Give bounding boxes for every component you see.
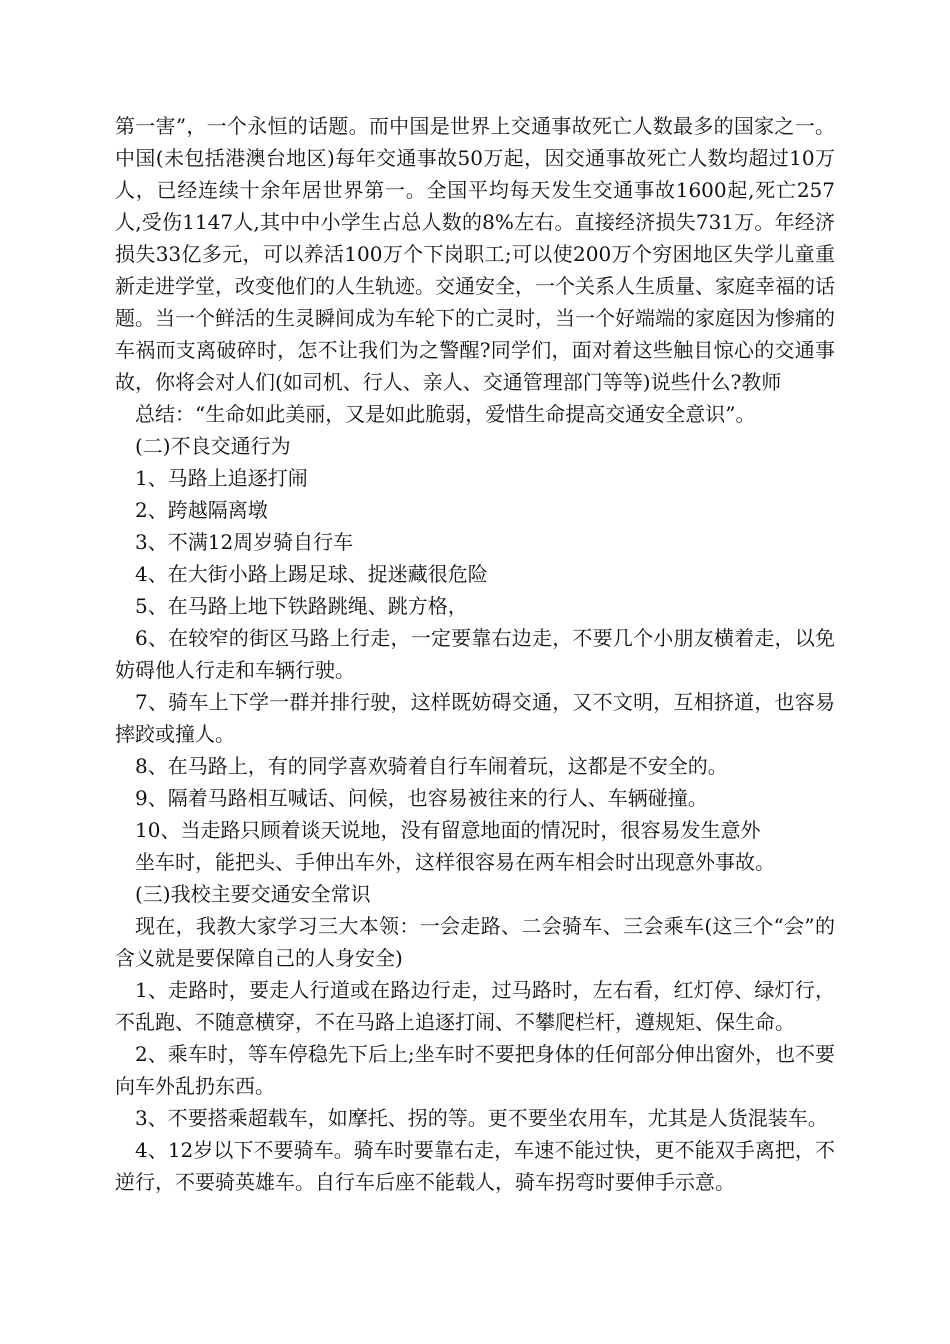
list-item: 5、在马路上地下铁路跳绳、跳方格， (135, 594, 468, 618)
list-item: 坐车时，能把头、手伸出车外，这样很容易在两车相会时出现意外事故。 (135, 850, 775, 874)
list-item: 8、在马路上，有的同学喜欢骑着自行车闹着玩，这都是不安全的。 (135, 754, 728, 778)
list-item: 6、在较窄的街区马路上行走，一定要靠右边走，不要几个小朋友横着走，以免妨碍他人行走和车辆行驶。 (115, 626, 835, 682)
list-item: 7、骑车上下学一群并排行驶，这样既妨碍交通，又不文明，互相挤道，也容易摔跤或撞人。 (115, 690, 835, 746)
document-body (115, 110, 835, 1198)
paragraph-three-skills: 现在，我教大家学习三大本领：一会走路、二会骑车、三会乘车(这三个“会”的含义就是要保障自己的人身安全) (115, 914, 835, 970)
list-item: 4、在大街小路上踢足球、捉迷藏很危险 (135, 562, 488, 586)
section-heading-bad-behaviors: (二)不良交通行为 (135, 434, 291, 458)
paragraph-summary: 总结：“生命如此美丽，又是如此脆弱，爱惜生命提高交通安全意识”。 (135, 402, 756, 426)
list-item: 2、乘车时，等车停稳先下后上;坐车时不要把身体的任何部分伸出窗外，也不要向车外乱扔东西。 (115, 1042, 835, 1098)
list-item: 10、当走路只顾着谈天说地，没有留意地面的情况时，很容易发生意外 (135, 818, 761, 842)
list-item: 3、不满12周岁骑自行车 (135, 530, 354, 554)
section-heading-safety-knowledge: (三)我校主要交通安全常识 (135, 882, 371, 906)
paragraph-intro: 第一害”，一个永恒的话题。而中国是世界上交通事故死亡人数最多的国家之一。中国(未包括港澳台地区)每年交通事故50万起，因交通事故死亡人数均超过10万人，已经连续十余年居世界第一。全国平均每天发生交通事故1600起,死亡257人,受伤1147人,其中中小学生占总人数的8%左右。直接经济损失731万。年经济损失33亿多元，可以养活100万个下岗职工;可以使200万个穷困地区失学儿童重新走进学堂，改变他们的人生轨迹。交通安全，一个关系人生质量、家庭幸福的话题。当一个鲜活的生灵瞬间成为车轮下的亡灵时，当一个好端端的家庭因为惨痛的车祸而支离破碎时，怎不让我们为之警醒?同学们，面对着这些触目惊心的交通事故，你将会对人们(如司机、行人、亲人、交通管理部门等等)说些什么?教师 (115, 114, 835, 394)
list-item: 1、走路时，要走人行道或在路边行走，过马路时，左右看，红灯停、绿灯行，不乱跑、不随意横穿，不在马路上追逐打闹、不攀爬栏杆，遵规矩、保生命。 (115, 978, 835, 1034)
list-item: 9、隔着马路相互喊话、问候，也容易被往来的行人、车辆碰撞。 (135, 786, 708, 810)
list-item: 1、马路上追逐打闹 (135, 466, 308, 490)
list-item: 4、12岁以下不要骑车。骑车时要靠右走，车速不能过快，更不能双手离把，不逆行，不要骑英雄车。自行车后座不能载人，骑车拐弯时要伸手示意。 (115, 1138, 835, 1194)
list-item: 2、跨越隔离墩 (135, 498, 268, 522)
list-item: 3、不要搭乘超载车，如摩托、拐的等。更不要坐农用车，尤其是人货混装车。 (135, 1106, 828, 1130)
